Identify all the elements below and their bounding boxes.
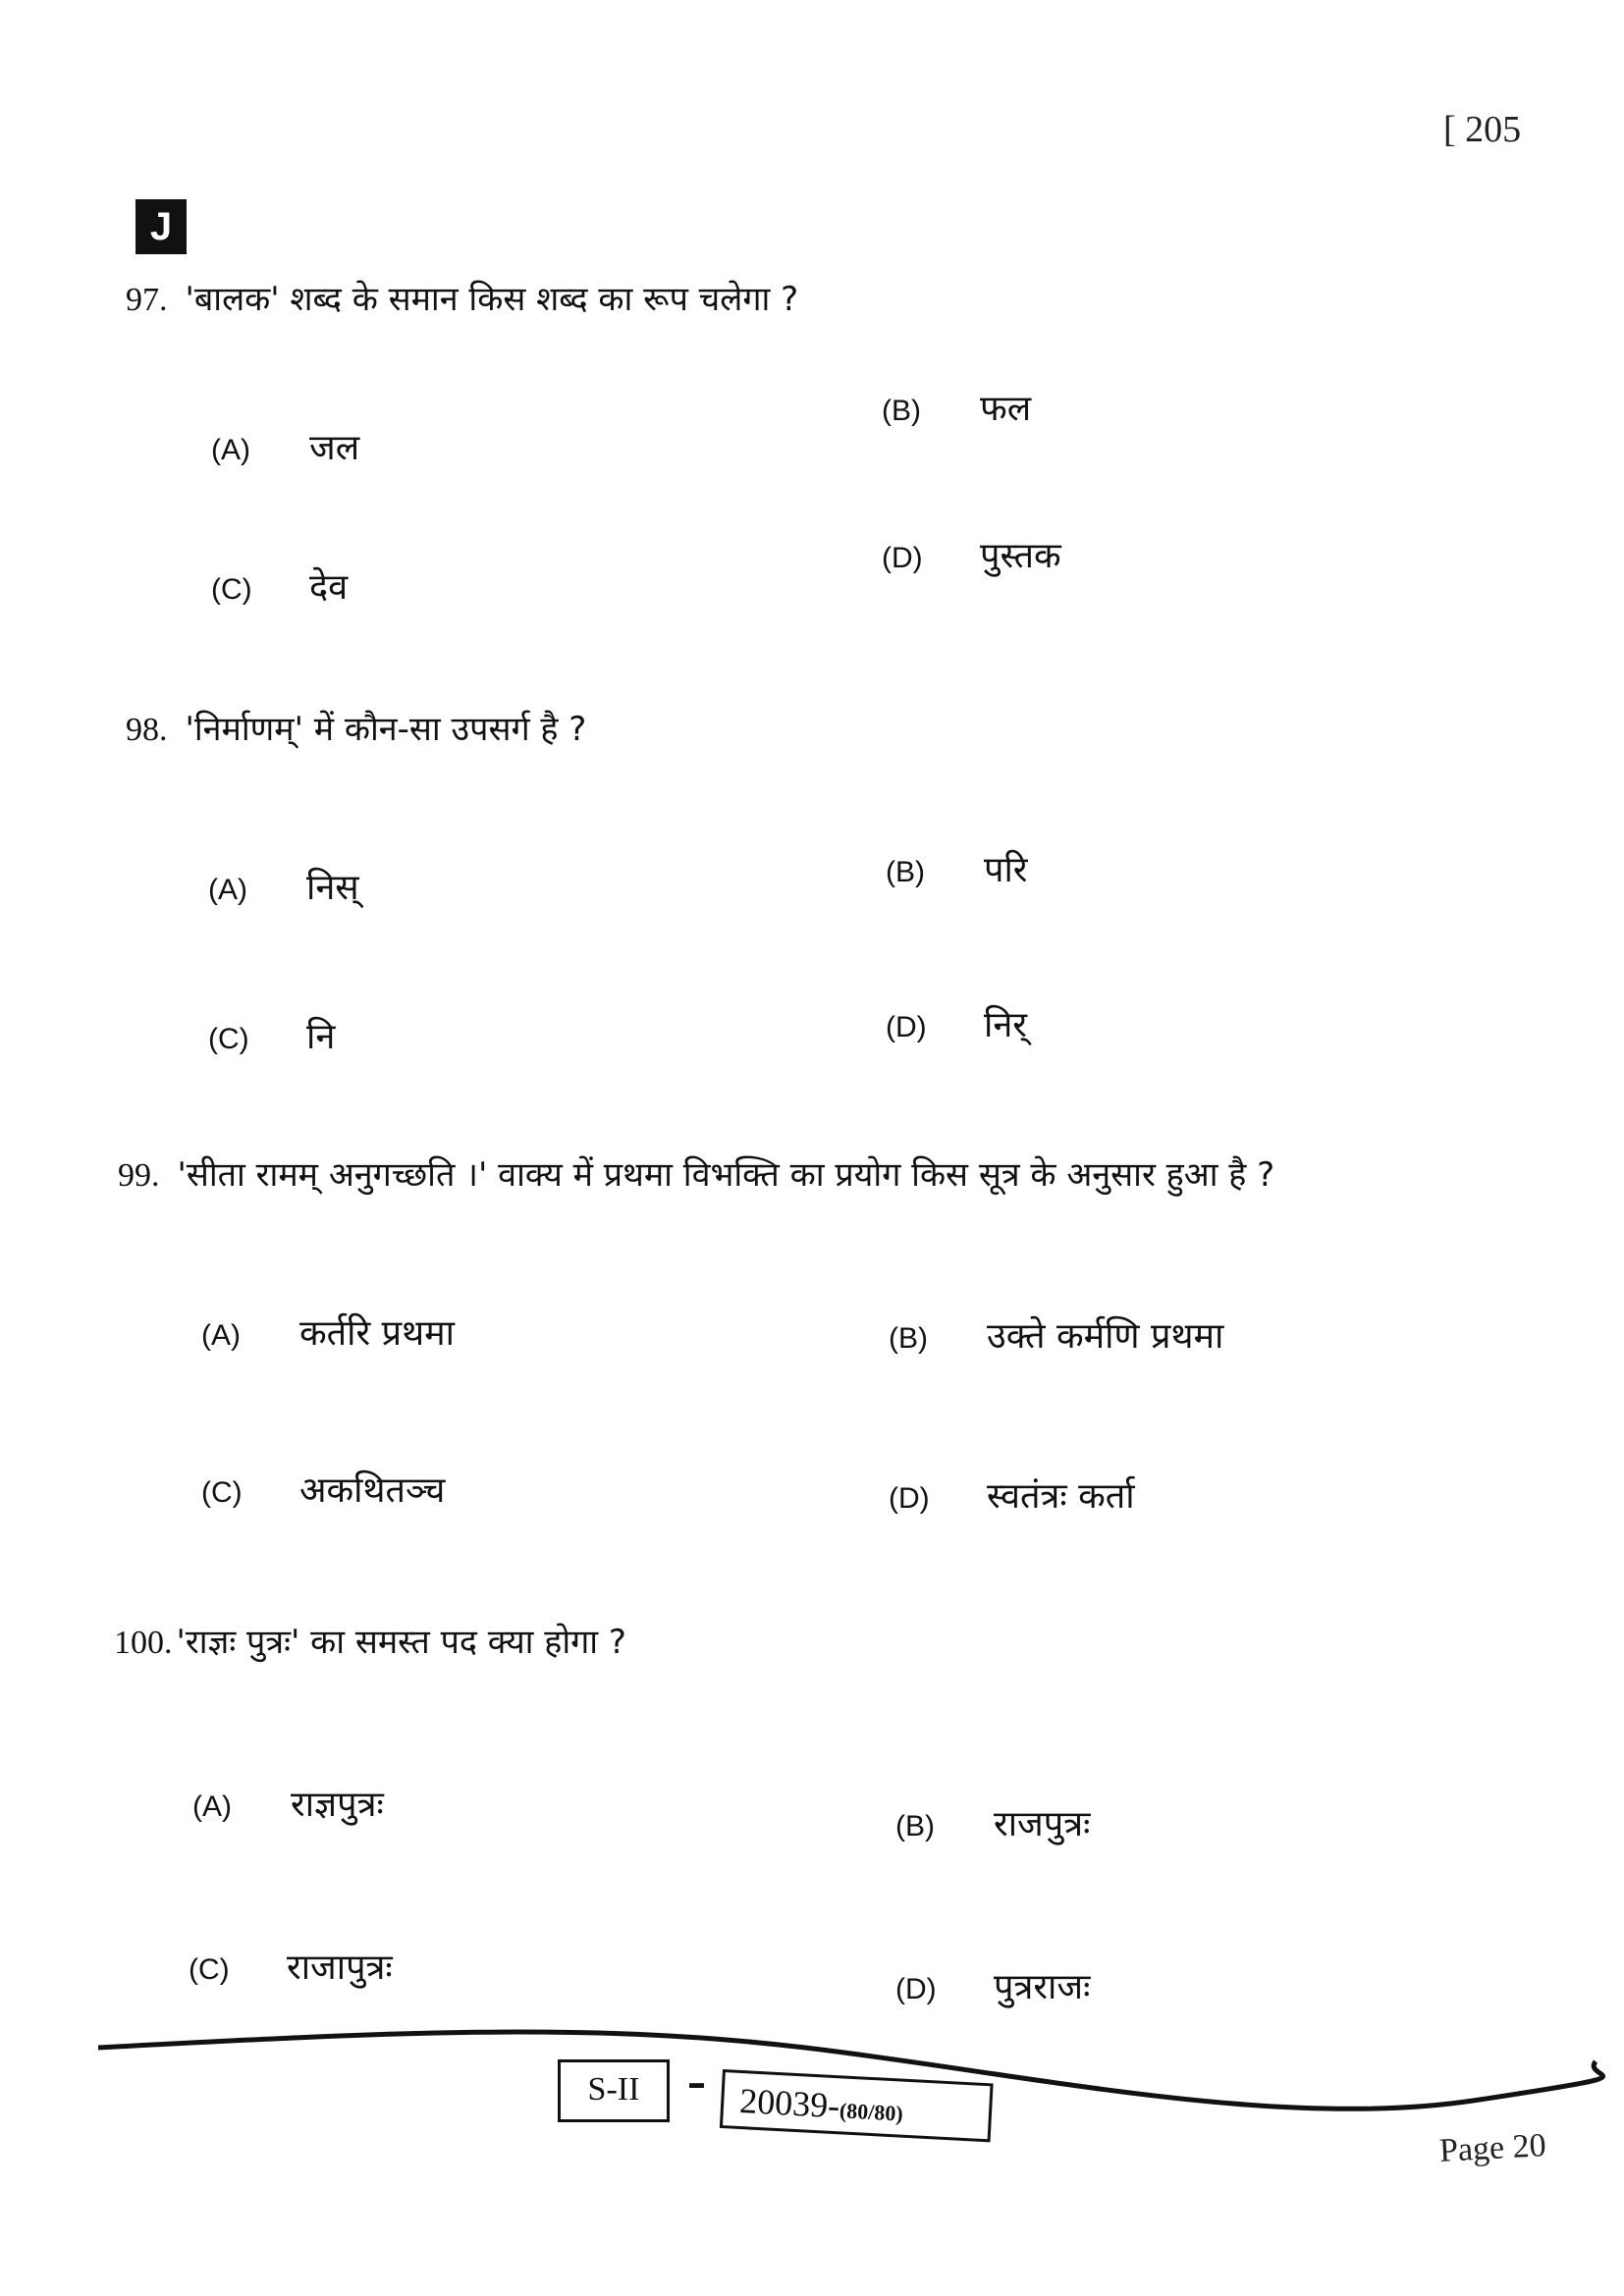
option-label: (A) <box>201 1319 241 1352</box>
option-b[interactable] <box>886 844 1028 892</box>
option-a[interactable] <box>201 1308 455 1356</box>
option-text: जल <box>309 428 360 468</box>
option-label: (D) <box>886 1011 927 1043</box>
option-d[interactable] <box>889 1470 1135 1519</box>
question-number: 97. <box>126 282 168 318</box>
page-number-top: [ 205 <box>1443 109 1522 150</box>
paper-code: 20039- <box>738 2080 841 2126</box>
question-text <box>114 1618 626 1663</box>
option-text: पुस्तक <box>980 536 1061 576</box>
question-stem: 'सीता रामम् अनुगच्छति ।' वाक्य में प्रथमा विभक्ति का प्रयोग किस सूत्र के अनुसार हुआ है ? <box>177 1155 1275 1195</box>
option-text: राज्ञपुत्रः <box>291 1785 384 1825</box>
paper-code-sub: (80/80) <box>839 2098 904 2126</box>
option-label: (C) <box>211 573 252 606</box>
option-label: (D) <box>889 1482 930 1515</box>
question-stem: 'राज्ञः पुत्रः' का समस्त पद क्या होगा ? <box>176 1623 626 1662</box>
page-footer: Page 20 <box>1438 2127 1547 2169</box>
option-text: स्वतंत्रः कर्ता <box>987 1476 1135 1517</box>
option-text: निस् <box>306 868 359 908</box>
option-text: नि <box>306 1017 336 1057</box>
option-label: (A) <box>192 1790 232 1823</box>
option-b[interactable] <box>882 383 1031 431</box>
option-label: (C) <box>189 1953 230 1986</box>
question-stem: 'निर्माणम्' में कौन-सा उपसर्ग है ? <box>185 710 587 749</box>
option-c[interactable] <box>211 561 348 610</box>
option-d[interactable] <box>895 1961 1090 2009</box>
option-label: (D) <box>882 542 923 574</box>
option-text: फल <box>980 389 1032 429</box>
option-text: पुत्रराजः <box>994 1967 1091 2007</box>
option-label: (C) <box>201 1476 243 1509</box>
question-text <box>126 275 798 320</box>
option-b[interactable] <box>889 1310 1223 1359</box>
option-b[interactable] <box>895 1798 1090 1846</box>
option-label: (C) <box>208 1023 249 1055</box>
option-a[interactable] <box>192 1779 384 1827</box>
option-c[interactable] <box>208 1011 335 1059</box>
question-number: 98. <box>126 712 168 748</box>
option-a[interactable] <box>208 862 359 910</box>
option-d[interactable] <box>886 999 1027 1047</box>
option-label: (B) <box>886 856 925 888</box>
option-label: (B) <box>882 395 921 427</box>
code-separator: – <box>687 2061 706 2105</box>
option-label: (B) <box>889 1322 928 1355</box>
question-text <box>126 705 586 750</box>
option-d[interactable] <box>882 530 1061 578</box>
question-number: 100. <box>114 1625 173 1661</box>
option-c[interactable] <box>189 1942 393 1990</box>
option-text: परि <box>984 850 1028 890</box>
question-stem: 'बालक' शब्द के समान किस शब्द का रूप चलेगा ? <box>185 280 799 319</box>
question-number: 99. <box>118 1157 160 1194</box>
option-a[interactable] <box>211 422 359 470</box>
option-text: निर् <box>984 1005 1028 1045</box>
option-c[interactable] <box>201 1465 445 1513</box>
option-label: (A) <box>211 434 250 466</box>
option-text: अकथितञ्च <box>299 1470 446 1511</box>
option-text: उक्ते कर्मणि प्रथमा <box>987 1316 1224 1357</box>
option-label: (B) <box>895 1810 935 1842</box>
series-code-box: S-II <box>558 2059 670 2122</box>
option-text: राजापुत्रः <box>287 1948 393 1988</box>
option-text: राजपुत्रः <box>994 1804 1091 1844</box>
set-code-badge: J <box>135 199 187 254</box>
option-label: (D) <box>895 1973 937 2005</box>
option-text: कर्तरि प्रथमा <box>299 1313 455 1354</box>
option-label: (A) <box>208 874 247 906</box>
option-text: देव <box>309 567 349 608</box>
question-text <box>118 1150 1274 1196</box>
